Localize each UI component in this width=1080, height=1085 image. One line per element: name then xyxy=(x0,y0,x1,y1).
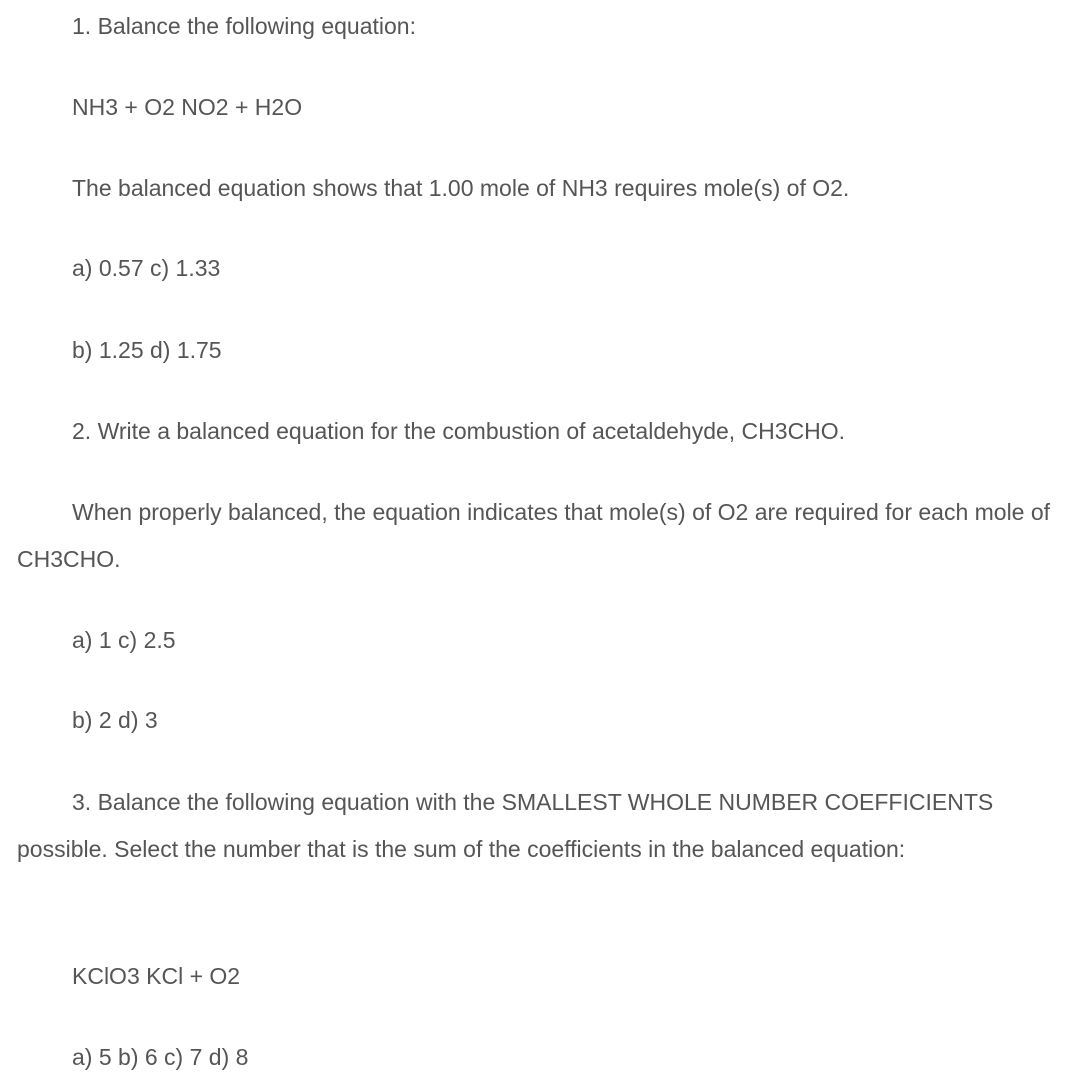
q1-statement: The balanced equation shows that 1.00 mole of NH3 requires mole(s) of O2. xyxy=(72,175,850,201)
q3-equation: KClO3 KCl + O2 xyxy=(72,963,241,989)
q1-options-row2: b) 1.25 d) 1.75 xyxy=(72,337,222,363)
q2-prompt: 2. Write a balanced equation for the combustion of acetaldehyde, CH3CHO. xyxy=(72,418,846,444)
q1-prompt: 1. Balance the following equation: xyxy=(72,13,416,39)
q3-options: a) 5 b) 6 c) 7 d) 8 xyxy=(72,1044,249,1070)
q1-equation: NH3 + O2 NO2 + H2O xyxy=(72,94,303,120)
q2-statement: When properly balanced, the equation indicates that mole(s) of O2 are required for each mole of CH3CHO. xyxy=(17,499,1051,572)
q2-options-row2: b) 2 d) 3 xyxy=(72,707,158,733)
q2-options-row1: a) 1 c) 2.5 xyxy=(72,627,176,653)
q3-prompt: 3. Balance the following equation with the SMALLEST WHOLE NUMBER COEFFICIENTS possible. Select the number that is the sum of the coefficients in the balanced equation: xyxy=(17,789,994,862)
q1-options-row1: a) 0.57 c) 1.33 xyxy=(72,255,221,281)
